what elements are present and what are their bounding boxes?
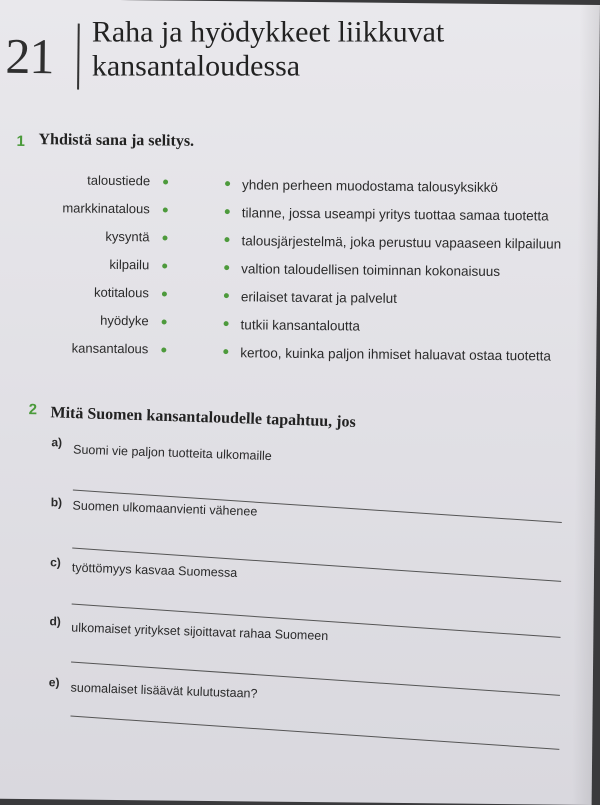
- task-1-number: 1: [16, 132, 25, 151]
- term-item: kilpailu: [109, 256, 150, 273]
- question-letter: d): [49, 614, 61, 629]
- definition-dot-3[interactable]: [224, 237, 229, 242]
- task-2-title: Mitä Suomen kansantaloudelle tapahtuu, jos: [50, 404, 357, 431]
- term-dot-5[interactable]: [162, 291, 167, 296]
- question-text: Suomen ulkomaanvienti vähenee: [72, 498, 258, 519]
- answer-line-e[interactable]: [70, 716, 559, 750]
- definition-item: tilanne, jossa useampi yritys tuottaa samaa tuotetta: [241, 205, 549, 224]
- chapter-divider: [77, 24, 79, 90]
- question-letter: e): [48, 675, 60, 690]
- term-item: kysyntä: [105, 228, 150, 245]
- definition-dot-4[interactable]: [224, 265, 229, 270]
- definition-dot-6[interactable]: [224, 321, 229, 326]
- question-text: suomalaiset lisäävät kulutustaan?: [70, 680, 258, 701]
- definition-dot-1[interactable]: [225, 181, 230, 186]
- definition-dot-2[interactable]: [225, 209, 230, 214]
- definition-item: talousjärjestelmä, joka perustuu vapaaseen kilpailuun: [241, 233, 562, 252]
- definition-item: yhden perheen muodostama talousyksikkö: [241, 177, 499, 195]
- definition-item: kertoo, kuinka paljon ihmiset haluavat ostaa tuotetta: [240, 345, 552, 364]
- definition-item: erilaiset tavarat ja palvelut: [240, 289, 398, 306]
- page-edge-shadow: [572, 5, 600, 805]
- term-item: kansantalous: [71, 340, 149, 357]
- term-item: taloustiede: [87, 172, 151, 189]
- term-dot-6[interactable]: [162, 319, 167, 324]
- chapter-number: 21: [5, 27, 54, 85]
- chapter-title-line-2: kansantaloudessa: [91, 49, 301, 83]
- question-text: Suomi vie paljon tuotteita ulkomaille: [72, 442, 272, 464]
- definition-item: valtion taloudellisen toiminnan kokonaisuus: [241, 261, 501, 279]
- term-dot-7[interactable]: [161, 347, 166, 352]
- task-2-number: 2: [28, 401, 38, 419]
- definition-item: tutkii kansantaloutta: [240, 317, 361, 334]
- question-letter: a): [51, 435, 63, 450]
- term-dot-3[interactable]: [162, 235, 167, 240]
- definition-dot-7[interactable]: [223, 349, 228, 354]
- question-text: ulkomaiset yritykset sijoittavat rahaa Suomeen: [71, 620, 329, 644]
- term-dot-4[interactable]: [162, 263, 167, 268]
- term-dot-2[interactable]: [163, 207, 168, 212]
- term-item: markkinatalous: [62, 200, 150, 217]
- definition-dot-5[interactable]: [224, 293, 229, 298]
- term-item: hyödyke: [100, 312, 149, 329]
- question-text: työttömyys kasvaa Suomessa: [71, 560, 238, 581]
- term-item: kotitalous: [93, 284, 150, 301]
- chapter-title-line-1: Raha ja hyödykkeet liikkuvat: [91, 15, 445, 49]
- term-dot-1[interactable]: [163, 179, 168, 184]
- chapter-title: [92, 16, 444, 84]
- task-1-title: Yhdistä sana ja selitys.: [38, 131, 195, 150]
- question-letter: c): [50, 555, 61, 570]
- question-letter: b): [50, 495, 63, 510]
